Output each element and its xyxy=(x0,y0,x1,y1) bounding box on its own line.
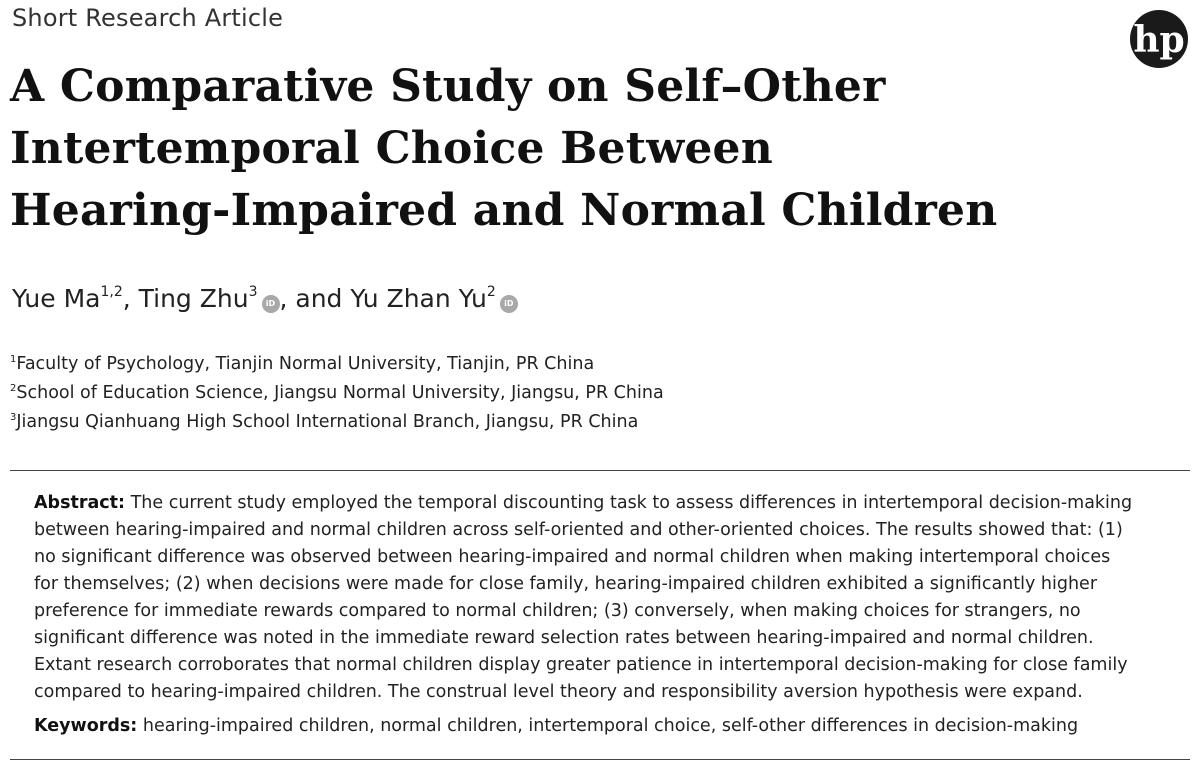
author-name[interactable]: Yu Zhan Yu xyxy=(350,284,487,313)
abstract-line: no significant difference was observed between hearing-impaired and normal children when making intertemporal choices xyxy=(34,547,1111,567)
abstract-line: significant difference was noted in the immediate reward selection rates between hearing-impaired and normal children. xyxy=(34,628,1094,648)
title-line-1: A Comparative Study on Self–Other xyxy=(10,61,886,112)
affiliation-number: 3 xyxy=(10,412,17,423)
keywords-text: hearing-impaired children, normal children, intertemporal choice, self-other differences in decision-making xyxy=(137,716,1079,736)
title-line-2: Intertemporal Choice Between xyxy=(10,123,773,174)
abstract-label: Abstract: xyxy=(34,493,126,513)
author-name[interactable]: Yue Ma xyxy=(12,284,101,313)
affiliation-text: Jiangsu Qianhuang High School International Branch, Jiangsu, PR China xyxy=(16,412,639,432)
orcid-icon[interactable]: iD xyxy=(262,295,280,313)
abstract-line: Extant research corroborates that normal children display greater patience in intertemporal decision-making for close family xyxy=(34,655,1128,675)
author-affiliation-marker: 2 xyxy=(486,284,496,300)
affiliation-item xyxy=(10,350,664,379)
abstract-line: preference for immediate rewards compared to normal children; (3) conversely, when making choices for strangers, no xyxy=(34,601,1081,621)
affiliation-text: Faculty of Psychology, Tianjin Normal University, Tianjin, PR China xyxy=(16,354,595,374)
affiliation-text: School of Education Science, Jiangsu Normal University, Jiangsu, PR China xyxy=(16,383,664,403)
affiliation-item xyxy=(10,379,664,408)
author-list xyxy=(12,284,518,313)
abstract-line xyxy=(34,490,1194,517)
keywords-label: Keywords: xyxy=(34,716,138,736)
title-line-3: Hearing-Impaired and Normal Children xyxy=(10,185,998,236)
article-title xyxy=(10,56,1090,242)
abstract-paragraph xyxy=(34,490,1194,706)
orcid-icon[interactable]: iD xyxy=(500,295,518,313)
affiliation-item xyxy=(10,408,664,437)
logo-text: hp xyxy=(1133,19,1185,61)
author-affiliation-marker: 3 xyxy=(248,284,258,300)
author-name[interactable]: Ting Zhu xyxy=(138,284,249,313)
author-separator: , xyxy=(122,284,139,313)
hp-publisher-logo-icon xyxy=(1130,10,1188,68)
affiliation-number: 1 xyxy=(10,354,17,365)
affiliation-list xyxy=(10,350,664,437)
author-separator: , and xyxy=(279,284,351,313)
bottom-divider xyxy=(10,759,1190,760)
abstract-line: between hearing-impaired and normal children across self-oriented and other-oriented choices. The results showed that: (1) xyxy=(34,520,1123,540)
affiliation-number: 2 xyxy=(10,383,17,394)
abstract-text: The current study employed the temporal discounting task to assess differences in intertemporal decision-making xyxy=(125,493,1133,513)
abstract-line: compared to hearing-impaired children. The construal level theory and responsibility aversion hypothesis were expand. xyxy=(34,682,1083,702)
author-affiliation-marker: 1,2 xyxy=(100,284,123,300)
keywords-line xyxy=(34,713,1194,740)
abstract-line: for themselves; (2) when decisions were made for close family, hearing-impaired children exhibited a significantly higher xyxy=(34,574,1098,594)
top-divider xyxy=(10,470,1190,471)
article-type-label: Short Research Article xyxy=(12,4,284,32)
